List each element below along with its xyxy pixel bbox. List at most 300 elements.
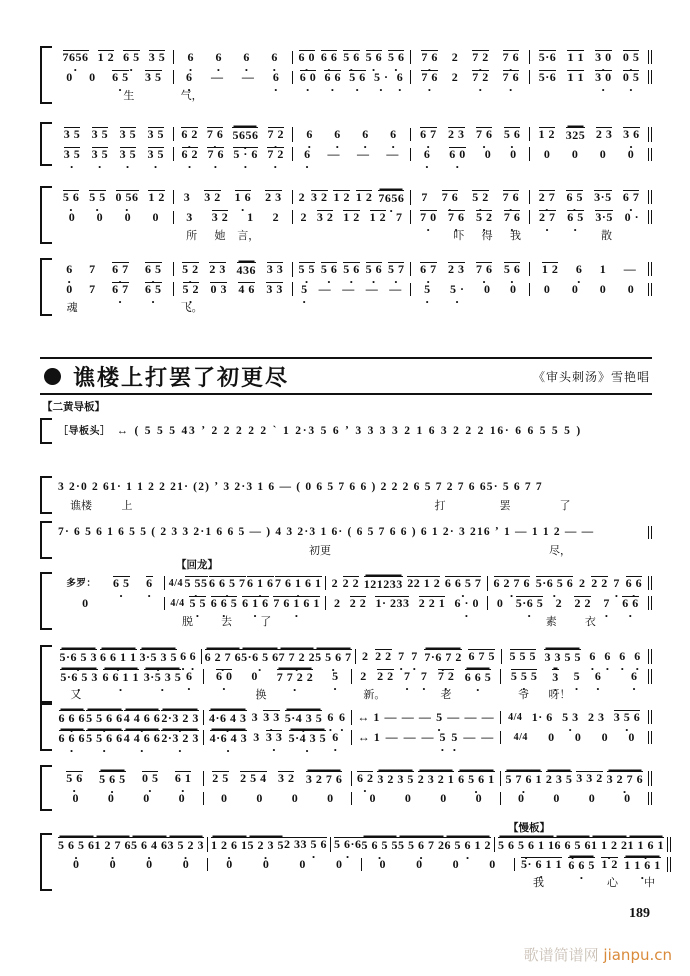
measure [204,710,353,725]
note: 0 [601,729,609,744]
note: 3 2 [211,210,229,224]
note: — [318,281,332,296]
measure [530,50,652,64]
lyric: 换 [255,688,267,701]
lyric: 我 [509,229,521,242]
note: 6 6 5 6 · [555,837,592,852]
note: 5 2 · [182,262,199,276]
note: 0 [553,790,560,805]
note: 7 6 · [207,147,224,161]
note: 0 [510,146,517,161]
measure [174,262,293,277]
note: 0 3 [210,282,227,296]
note: 2 [451,69,459,84]
measure [165,596,326,610]
note: 2 [451,49,459,64]
note: 3 2 7 6 · [607,771,644,786]
measure [202,649,356,664]
measure [55,262,174,276]
time-signature: 4/4 [508,711,523,723]
music-system-2 [40,122,652,166]
lyric: 罢 [499,499,511,512]
system-brace [40,46,52,104]
note: 6 5 · [113,576,130,590]
note: 6 6 · [626,576,643,590]
lyric: 老 [440,688,452,701]
note: 2·3 2 3 · [161,730,199,745]
note: 2 3 [284,837,301,851]
note: 0 [574,729,582,744]
note: 2 3 [448,127,465,141]
note: 7 6 · [504,210,521,224]
note: 121233 [363,576,403,591]
measure [411,50,530,64]
note: 6 5 · [566,190,583,204]
measure [55,481,652,494]
page-number: 189 [629,906,650,921]
note: 1 2 [369,210,387,224]
note: 0 [496,595,504,610]
measure [55,771,204,786]
note: 2 5 4 [240,771,267,785]
note: 3 5 [119,127,137,141]
note: 7 7 2 2 · [279,649,316,664]
lyric: 散 [601,229,613,242]
note: 3 5 [63,127,81,141]
note: 0 [146,856,153,871]
note: 4 6 [238,282,255,296]
note: 7 · [603,597,610,610]
note: 5 5 6 7 2 · [398,837,445,852]
note: 7 7 2 2 · [277,669,314,684]
note: 6 6 · [622,596,639,610]
note: 7 [89,261,96,276]
note: 5 · [574,670,581,683]
note: 7 2 · [438,669,455,683]
measure [174,51,293,64]
note: 6 · [424,148,431,161]
note: 3 3 · [266,730,283,744]
note: 6 7 · [112,282,129,296]
marker-huilong: 【回龙】 [176,559,218,571]
note: 7 0 · [420,210,437,224]
time-signature: 4/4 [170,597,185,609]
note: 2 [333,595,341,610]
measure [55,576,165,590]
note: 1 1 2 2 · [591,837,628,852]
note: 6 · [604,650,611,663]
note: 6 · [390,128,397,141]
lower-staff [55,207,652,227]
note: 7 [421,189,428,204]
note: 3 5 [145,70,162,84]
note: 0 [66,281,73,296]
note: 3 5 6 · [301,837,328,851]
note: 0 [475,790,483,805]
lyric: 初更 [309,544,331,557]
note: 6 · [362,128,369,141]
system-brace [40,572,52,630]
note: — [327,146,340,161]
note: 0 [404,790,412,805]
note: 3 5 2 3 · [168,837,205,852]
note: 6 · [634,650,641,663]
lyric: 上 [121,499,133,512]
note: 5·4 3 5 · [285,710,323,725]
upper-staff [55,124,652,144]
measure [293,190,412,205]
note: 2 [272,209,280,224]
note: 3 [253,729,260,744]
note: 6 · [66,263,73,276]
note: 5 6 · [63,190,80,204]
note: 2 3 [209,262,226,276]
song-credit: 《审头刺汤》雪艳唱 [532,369,650,384]
measure [411,262,530,276]
note: 5·6 [538,70,557,84]
lyric: 了 [260,615,272,628]
note: 5·6 5 3 · [60,669,98,684]
lower-staff [55,666,652,686]
note: 3 6 · [623,127,640,141]
note: 1 2 [97,50,115,64]
note: 6 5 · [123,50,140,64]
note: 5 · [332,670,339,683]
note: 7 · [421,670,428,683]
upper-staff [55,573,652,593]
measure [55,147,174,161]
measure [55,669,204,684]
lyric-row [55,497,652,513]
note: 6 · [631,670,638,683]
note: 5 · [436,711,443,724]
note: 3 5 [91,127,109,141]
staff-group [55,258,652,316]
note: 3 2 [311,190,328,204]
note: 1 2 [355,190,373,204]
note: 0 [627,146,635,161]
measure [352,669,501,684]
upper-staff [55,522,652,542]
lyric: 心 [607,876,618,889]
note: 5 6 · [349,70,366,84]
system-brace [40,122,52,166]
staff-group [55,122,652,166]
note: 0 [335,856,343,871]
music-system-4 [40,258,652,316]
note: 0 56 · [116,190,139,204]
note: 7 2 · [268,127,285,141]
note: 7 6 · [207,127,224,141]
measure [55,50,174,64]
note: 6 0 · [300,70,317,84]
note: 0 [548,729,555,744]
note: 2 [555,595,563,610]
measure [55,837,208,852]
note: 6 1 · [175,771,192,785]
note: 1 2 [333,190,350,204]
staff-group [55,418,652,444]
note: 6 2 · [357,771,374,785]
note: 0 [66,69,73,84]
note: 0 5 · [623,70,640,84]
note: 5 5 · [299,262,316,276]
note: 0 [627,281,635,296]
system-brace [40,521,52,559]
note: 6 0 · [299,50,316,64]
note: 5 6 · [66,771,83,785]
lower-staff [55,144,652,164]
note: 6 · [273,71,280,84]
note: 2 [361,648,369,663]
note: 2 [331,575,339,590]
note: 5 · · [450,283,465,296]
note: 5 2 · [476,210,493,224]
note: 3 2 [204,190,221,204]
note: 2 3 [595,127,613,141]
note: 4·6 4 3 · [209,710,247,725]
measure [411,190,530,204]
note: 0 [484,281,491,296]
note: 0 [226,856,233,871]
note: 3 3 · [263,710,280,724]
note: 6 6 5 · [211,596,238,610]
note: 2 3 [448,262,465,276]
lyric: 生 [123,89,135,102]
note: — [342,281,355,296]
system-brace [40,833,52,891]
note: 6 6 · [324,70,341,84]
note-sequence: 7· 6 5 6 1 6 5 5 ( 2 3 3 2·1 6 6 5 — ) 4 3 2·3 1 6· ( 6 5 7 6 6 ) 6 1 2· 3 216 ʼ 1 — 1 1 2 — — [58,525,595,538]
note: 6 6 5 7 · [209,576,246,590]
note: — [481,729,494,744]
note: 6 5 · [145,262,162,276]
note: 5 6 4 6 · [131,837,168,852]
note: ↔ 1 [357,729,381,744]
note: — [447,709,460,724]
note: 3 5 · [92,147,109,161]
music-system-10 [40,703,652,751]
note: 5 6 · [366,262,383,276]
note: 0 [182,856,190,871]
measure [174,190,293,204]
note: 0 [124,209,132,224]
note: 5·6 5 3 · [60,649,98,664]
page-title: 谯楼上打罢了初更尽 [73,364,290,391]
measure [174,147,293,161]
note: 7 · [613,577,620,590]
upper-staff [55,421,652,441]
note: 7·6 7 2 · [424,649,462,664]
note: 7 6 · [421,70,438,84]
staff-group [55,46,652,104]
lyric: 气， [180,89,203,102]
measure [326,576,487,591]
staff-group [55,521,652,559]
note: 5 5 5 · [511,669,538,683]
note: 6 · [180,650,187,663]
note: 6 · [595,670,602,683]
note: 1 2 [601,857,618,871]
lyric-row [55,613,652,629]
note: 5 3 · [562,711,579,724]
measure [55,425,652,438]
note: 3 5 [147,127,165,141]
measure [356,649,503,664]
note: 6 6 5 7 · [445,576,482,590]
music-system-8 [40,572,652,630]
note: 5·6 [538,50,557,64]
note: 5 7 · [388,262,405,276]
note: 6 6 6 · [59,710,86,725]
marker-erhuang-daoban: 【二黄导板】 [42,401,105,413]
note: 5 6 · [366,50,383,64]
note: 2 5 [212,771,229,785]
note: 6 7 · [112,262,129,276]
note: 0 · [624,209,640,224]
note: 2 3 5 [545,771,573,786]
note: 0 [96,209,104,224]
note: 0 [291,790,299,805]
watermark [524,944,672,965]
note: 0 [73,856,80,871]
note: 6 · [619,650,626,663]
note: 2 [578,575,586,590]
note: 5 7 6 1 · [505,771,542,786]
lyric: 打 [434,499,446,512]
note: 3·5 [595,210,613,224]
measure [502,649,652,664]
lyric: 脱 [182,615,194,628]
note: 0 [107,790,115,805]
staff-group [55,765,652,811]
lyric: 得 [481,229,493,242]
note: 3 3 5 5 [544,649,581,664]
note: 0 [152,209,160,224]
note: 7 6 1 6 1 · [273,596,320,610]
measure [495,837,671,852]
measure [530,262,652,276]
note: 436 [236,262,257,277]
note: — [421,729,435,744]
lyric: 言， [237,229,260,242]
note: 6 2 7 6 · [205,649,242,664]
measure [411,127,530,141]
note: 2·3 2 3 · [161,710,199,725]
note: 0 [571,146,579,161]
note: 0 [628,729,635,744]
note: 5 6 · [343,262,360,276]
note: 1 1 [567,70,584,84]
note: 6 · [334,128,341,141]
measure [293,128,412,141]
note: 6 · [215,51,222,64]
note: 6 2 · [182,147,199,161]
note: 2 2 [591,576,608,590]
note: 5 · 6 · [233,147,258,161]
note: 5·6 5 · [516,596,544,610]
note: 4 4 6 6 · [124,710,161,725]
music-system-5 [40,418,652,444]
note: 5 6 · [504,262,521,276]
note: 0 [379,856,387,871]
measure [530,283,652,296]
note: 6 5 6 1 · [458,771,495,786]
system-brace [40,186,52,244]
note: 6 · [190,650,197,663]
note: — [241,69,255,84]
note: — [356,146,370,161]
note: 3 3 2 [576,771,603,785]
staff-group [55,645,652,703]
upper-staff [55,187,652,207]
measure [174,210,293,224]
note: 3 [186,209,193,224]
measure [55,649,202,664]
measure [174,282,293,296]
staff-group [55,186,652,244]
note: 2 [298,189,306,204]
note: 0 5 · [142,771,159,785]
note: 5 5 6 6 · [86,710,123,725]
lyric: 衣 [584,615,596,628]
lyric: 中 [644,876,655,889]
note: 0 [262,856,270,871]
note: 3 2 [277,771,295,785]
note: — [384,709,398,724]
note: 2 3 [265,190,282,204]
note: 0 [588,790,596,805]
note: 6 · [306,128,313,141]
note: 1 2 [148,190,165,204]
note: 5 5 5 [509,649,537,663]
note: 6 6 · [321,50,338,64]
note: 6 5 6 1 2 · [445,837,492,852]
note: 7 6 · [442,190,459,204]
note: 3 5 · [64,147,81,161]
note: 6 · [304,148,311,161]
note: 0 [543,281,551,296]
note: 5656 · [232,127,258,142]
measure [352,731,501,744]
note: 2 2 [574,596,591,610]
note: 6 1 6 · [242,596,269,610]
note: — [210,69,224,84]
note: 2 7 · [539,190,556,204]
lyric: 魂 [66,301,78,314]
lyric: 新。 [363,688,386,701]
measure [530,70,652,84]
lyric: 呀！ [548,688,571,701]
note: 0 [68,209,76,224]
note: 7 [395,209,403,224]
note: 5 · [301,283,308,296]
note: 7656 · [63,50,89,64]
measure [165,576,326,590]
measure [411,70,530,84]
note: 5 6 · [321,262,338,276]
note: 2 2 [375,649,392,663]
note: 3 5 6 · [614,710,641,724]
measure [501,710,653,724]
note: 6 · [188,51,195,64]
note: 6 0 · [449,147,466,161]
note: 5 2 · [183,282,200,296]
note: 1 2 7 6 · [95,837,132,852]
system-brace [40,418,52,444]
measure [515,857,671,872]
note: — [623,261,637,276]
